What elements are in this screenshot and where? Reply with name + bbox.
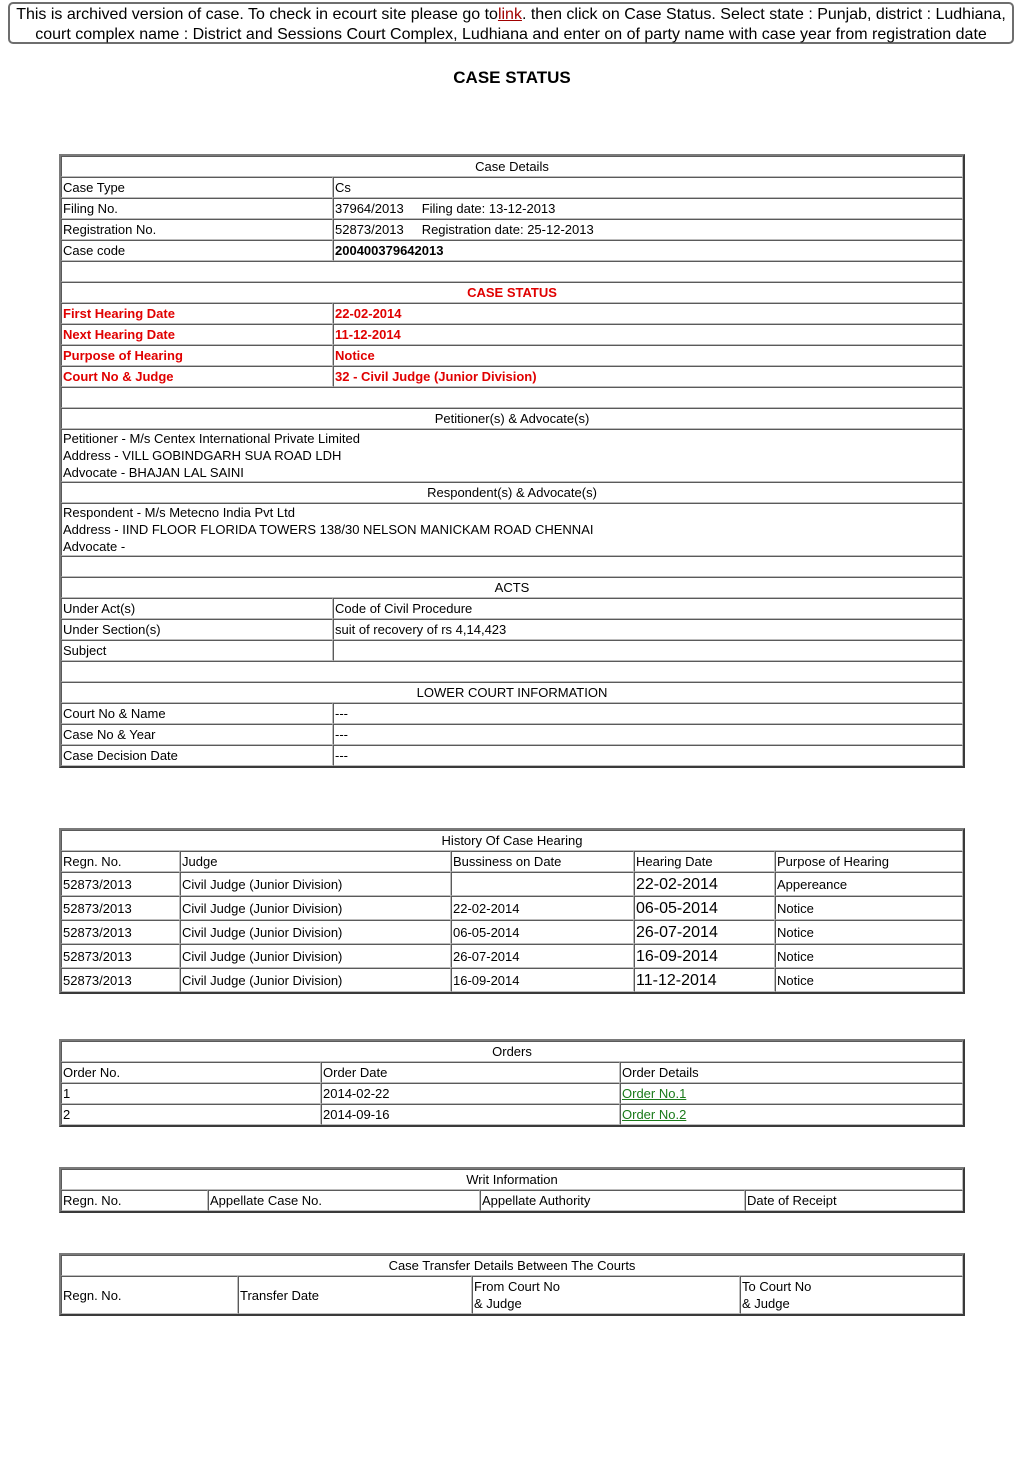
petitioner-advocate: Advocate - BHAJAN LAL SAINI [63, 465, 244, 480]
registration-no-row [61, 219, 963, 240]
notice-text-after: . then click on Case Status. Select state : Punjab, district : Ludhiana, court complex name : District and Sessions Court Complex, Ludhiana and enter on of party name with case year from registration date [35, 6, 1006, 43]
regn-no: 52873/2013 [61, 896, 180, 920]
petitioner-address: Address - VILL GOBINDGARH SUA ROAD LDH [63, 448, 342, 463]
business-date: 06-05-2014 [451, 920, 634, 944]
col-transfer-regn-no: Regn. No. [61, 1276, 238, 1314]
hearing-date: 06-05-2014 [634, 896, 775, 920]
first-hearing-label: First Hearing Date [61, 303, 333, 324]
to-court-line2: & Judge [742, 1296, 790, 1311]
petitioner-details [61, 429, 963, 482]
history-row [61, 968, 963, 992]
respondent-address: Address - IIND FLOOR FLORIDA TOWERS 138/30 NELSON MANICKAM ROAD CHENNAI [63, 522, 594, 537]
col-to-court [740, 1276, 963, 1314]
filing-no-value: 37964/2013 [335, 201, 404, 216]
order-row [61, 1083, 963, 1104]
under-act-row [61, 598, 963, 619]
first-hearing-row [61, 303, 963, 324]
order-no: 2 [61, 1104, 321, 1125]
registration-no-label: Registration No. [61, 219, 333, 240]
case-type-value: Cs [333, 177, 963, 198]
lower-case-no-value: --- [333, 724, 963, 745]
col-appellate-authority: Appellate Authority [480, 1190, 745, 1211]
to-court-line1: To Court No [742, 1279, 812, 1294]
col-order-details: Order Details [620, 1062, 963, 1083]
col-appellate-case-no: Appellate Case No. [208, 1190, 480, 1211]
next-hearing-label: Next Hearing Date [61, 324, 333, 345]
business-date: 22-02-2014 [451, 896, 634, 920]
judge: Civil Judge (Junior Division) [180, 944, 451, 968]
col-writ-regn-no: Regn. No. [61, 1190, 208, 1211]
judge: Civil Judge (Junior Division) [180, 920, 451, 944]
col-date-of-receipt: Date of Receipt [745, 1190, 963, 1211]
subject-label: Subject [61, 640, 333, 661]
purpose-row [61, 345, 963, 366]
case-type-label: Case Type [61, 177, 333, 198]
col-order-no: Order No. [61, 1062, 321, 1083]
order-link-1[interactable]: Order No.1 [622, 1086, 687, 1101]
purpose: Notice [775, 968, 963, 992]
history-header-row [61, 851, 963, 872]
business-date [451, 872, 634, 896]
writ-heading: Writ Information [61, 1169, 963, 1190]
purpose: Notice [775, 944, 963, 968]
regn-no: 52873/2013 [61, 968, 180, 992]
notice-text-before: This is archived version of case. To check in ecourt site please go to [16, 6, 498, 23]
petitioner-name: Petitioner - M/s Centex International Private Limited [63, 431, 360, 446]
next-hearing-row [61, 324, 963, 345]
hearing-date: 26-07-2014 [634, 920, 775, 944]
under-act-label: Under Act(s) [61, 598, 333, 619]
lower-court-heading: LOWER COURT INFORMATION [61, 682, 963, 703]
spacer-row [61, 387, 963, 408]
order-row [61, 1104, 963, 1125]
col-judge: Judge [180, 851, 451, 872]
col-order-date: Order Date [321, 1062, 620, 1083]
under-section-value: suit of recovery of rs 4,14,423 [333, 619, 963, 640]
order-details-cell [620, 1083, 963, 1104]
next-hearing-value: 11-12-2014 [333, 324, 963, 345]
lower-decision-date-row [61, 745, 963, 766]
purpose: Notice [775, 920, 963, 944]
order-date: 2014-09-16 [321, 1104, 620, 1125]
col-business-date: Bussiness on Date [451, 851, 634, 872]
transfer-heading: Case Transfer Details Between The Courts [61, 1255, 963, 1276]
case-details-table [59, 154, 965, 768]
order-details-cell [620, 1104, 963, 1125]
hearing-date: 11-12-2014 [634, 968, 775, 992]
archive-notice [8, 2, 1014, 44]
judge: Civil Judge (Junior Division) [180, 872, 451, 896]
respondent-details [61, 503, 963, 556]
history-row [61, 920, 963, 944]
filing-no-cell [333, 198, 963, 219]
order-no: 1 [61, 1083, 321, 1104]
col-hearing-date: Hearing Date [634, 851, 775, 872]
petitioner-heading: Petitioner(s) & Advocate(s) [61, 408, 963, 429]
regn-no: 52873/2013 [61, 944, 180, 968]
registration-date-value: Registration date: 25-12-2013 [421, 222, 594, 237]
court-judge-value: 32 - Civil Judge (Junior Division) [333, 366, 963, 387]
business-date: 16-09-2014 [451, 968, 634, 992]
subject-row [61, 640, 963, 661]
orders-table [59, 1039, 965, 1127]
hearing-history-table [59, 828, 965, 994]
col-regn-no: Regn. No. [61, 851, 180, 872]
lower-court-name-row [61, 703, 963, 724]
order-link-2[interactable]: Order No.2 [622, 1107, 687, 1122]
col-purpose: Purpose of Hearing [775, 851, 963, 872]
history-row [61, 896, 963, 920]
history-heading: History Of Case Hearing [61, 830, 963, 851]
acts-heading: ACTS [61, 577, 963, 598]
registration-no-cell [333, 219, 963, 240]
from-court-line1: From Court No [474, 1279, 560, 1294]
history-row [61, 872, 963, 896]
transfer-table [59, 1253, 965, 1316]
judge: Civil Judge (Junior Division) [180, 896, 451, 920]
case-type-row [61, 177, 963, 198]
lower-decision-date-value: --- [333, 745, 963, 766]
purpose: Appereance [775, 872, 963, 896]
col-transfer-date: Transfer Date [238, 1276, 472, 1314]
col-from-court [472, 1276, 740, 1314]
purpose-label: Purpose of Hearing [61, 345, 333, 366]
history-row [61, 944, 963, 968]
respondent-advocate: Advocate - [63, 539, 126, 554]
under-act-value: Code of Civil Procedure [333, 598, 963, 619]
court-judge-label: Court No & Judge [61, 366, 333, 387]
lower-case-no-label: Case No & Year [61, 724, 333, 745]
filing-no-label: Filing No. [61, 198, 333, 219]
under-section-row [61, 619, 963, 640]
transfer-header-row [61, 1276, 963, 1314]
purpose-value: Notice [333, 345, 963, 366]
writ-header-row [61, 1190, 963, 1211]
orders-heading: Orders [61, 1041, 963, 1062]
orders-header-row [61, 1062, 963, 1083]
ecourt-link[interactable]: link [497, 6, 522, 23]
page-title: CASE STATUS [453, 68, 571, 87]
spacer-row [61, 556, 963, 577]
spacer-row [61, 261, 963, 282]
respondent-name: Respondent - M/s Metecno India Pvt Ltd [63, 505, 295, 520]
case-status-heading: CASE STATUS [61, 282, 963, 303]
purpose: Notice [775, 896, 963, 920]
order-date: 2014-02-22 [321, 1083, 620, 1104]
hearing-date: 22-02-2014 [634, 872, 775, 896]
regn-no: 52873/2013 [61, 872, 180, 896]
business-date: 26-07-2014 [451, 944, 634, 968]
lower-case-no-row [61, 724, 963, 745]
under-section-label: Under Section(s) [61, 619, 333, 640]
case-code-row [61, 240, 963, 261]
filing-no-row [61, 198, 963, 219]
lower-court-name-value: --- [333, 703, 963, 724]
writ-table [59, 1167, 965, 1213]
spacer-row [61, 661, 963, 682]
case-code-label: Case code [61, 240, 333, 261]
subject-value [333, 640, 963, 661]
first-hearing-value: 22-02-2014 [333, 303, 963, 324]
lower-court-name-label: Court No & Name [61, 703, 333, 724]
filing-date-value: Filing date: 13-12-2013 [421, 201, 556, 216]
case-code-value: 200400379642013 [333, 240, 963, 261]
judge: Civil Judge (Junior Division) [180, 968, 451, 992]
respondent-heading: Respondent(s) & Advocate(s) [61, 482, 963, 503]
case-details-heading: Case Details [61, 156, 963, 177]
lower-decision-date-label: Case Decision Date [61, 745, 333, 766]
hearing-date: 16-09-2014 [634, 944, 775, 968]
court-judge-row [61, 366, 963, 387]
from-court-line2: & Judge [474, 1296, 522, 1311]
regn-no: 52873/2013 [61, 920, 180, 944]
registration-no-value: 52873/2013 [335, 222, 404, 237]
